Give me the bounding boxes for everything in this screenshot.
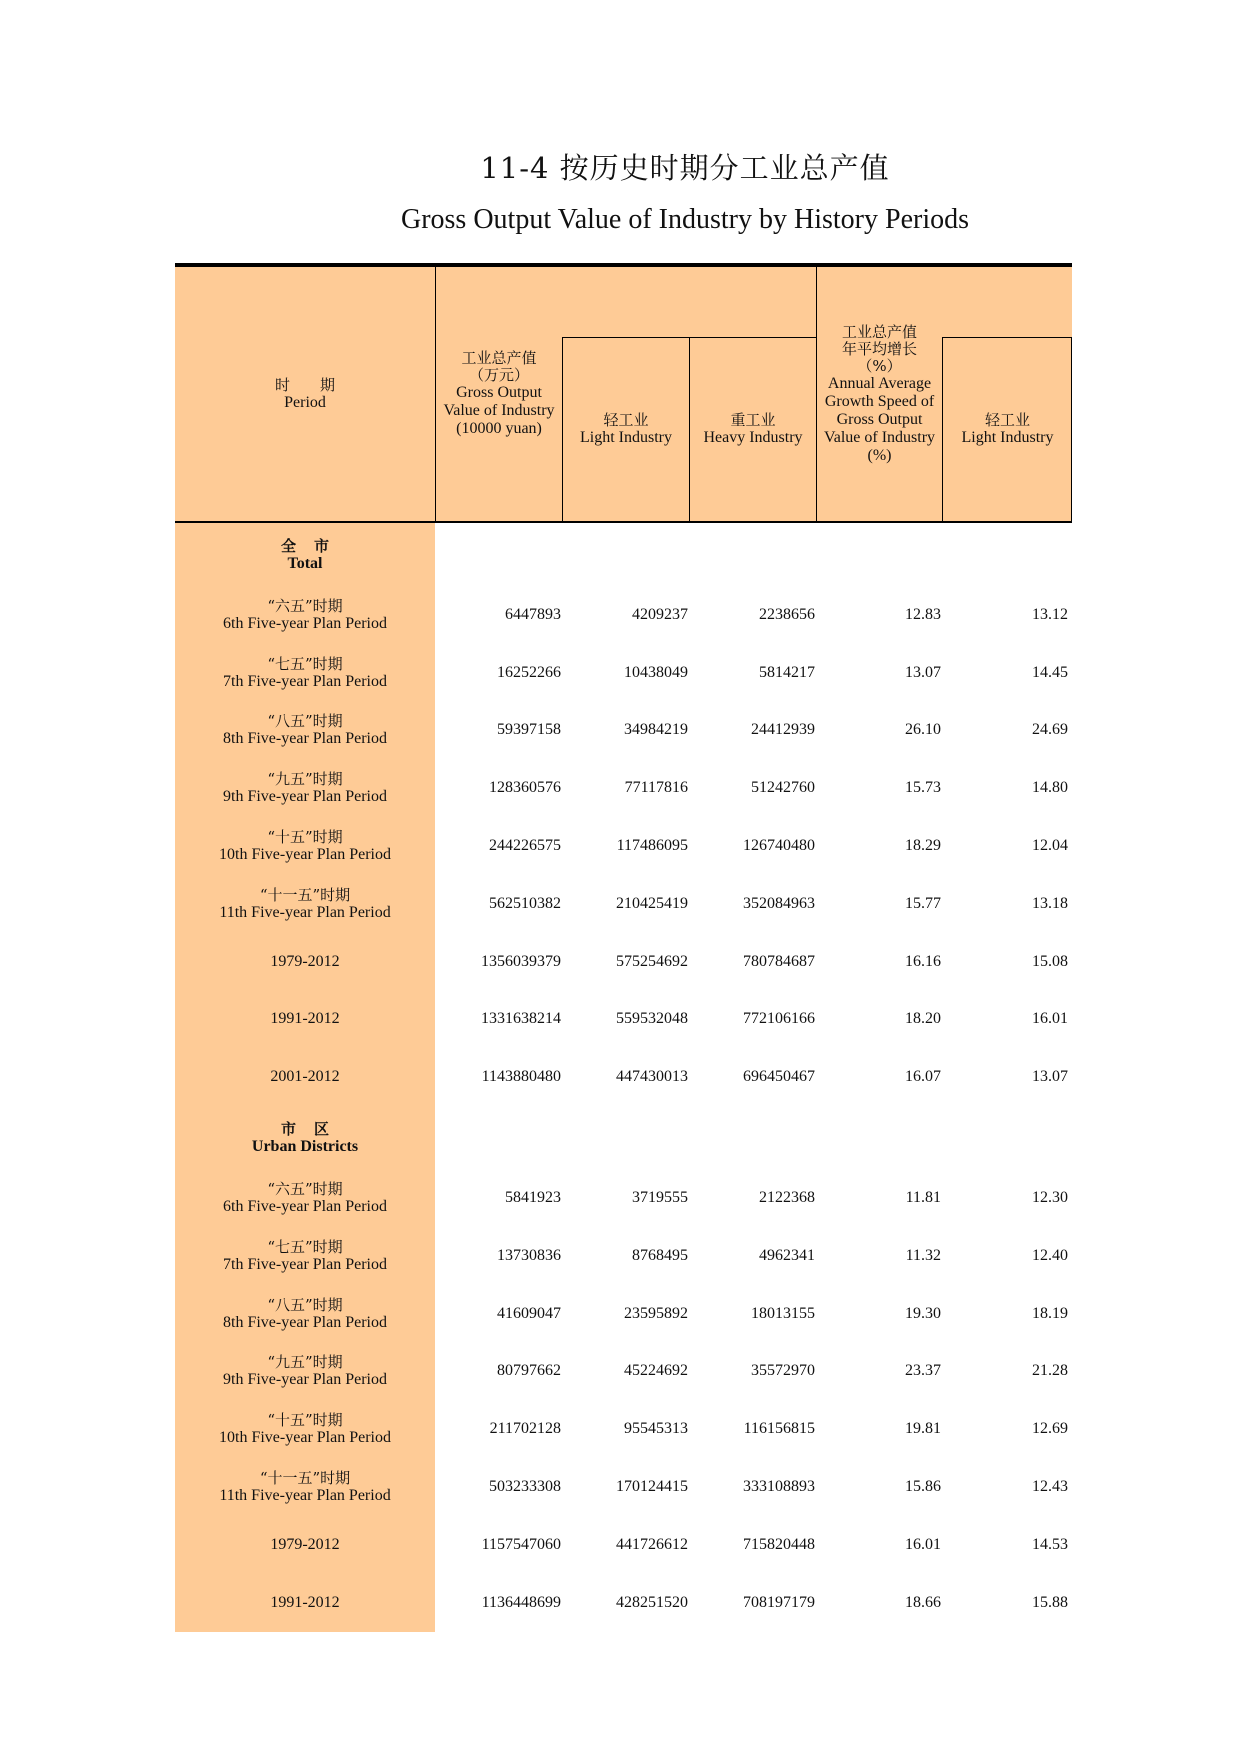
table-row xyxy=(175,933,1072,991)
table-row xyxy=(175,1169,1072,1227)
table-body xyxy=(175,523,1072,1632)
cell-v5: 13.07 xyxy=(1032,1068,1068,1086)
cell-v2: 559532048 xyxy=(616,1010,688,1028)
table-row xyxy=(175,1227,1072,1285)
header-light-industry xyxy=(563,337,689,521)
cell-v1: 16252266 xyxy=(497,663,561,681)
cell-v3: 780784687 xyxy=(743,952,815,970)
cell-v5: 12.04 xyxy=(1032,837,1068,855)
header-growth-en4: Value of Industry xyxy=(823,428,936,446)
cell-v1: 562510382 xyxy=(489,894,561,912)
row-label-cn: “七五”时期 xyxy=(267,1237,343,1256)
row-label-en: 1991-2012 xyxy=(270,1593,340,1611)
row-label-cn: “七五”时期 xyxy=(267,654,343,673)
cell-v4: 11.81 xyxy=(905,1189,941,1207)
cell-v2: 210425419 xyxy=(616,894,688,912)
header-growth-cn1: 工业总产值 xyxy=(841,322,917,341)
cell-v2: 45224692 xyxy=(624,1362,688,1380)
cell-v4: 18.20 xyxy=(905,1010,941,1028)
cell-v1: 1356039379 xyxy=(481,952,561,970)
title-english: Gross Output Value of Industry by History Periods xyxy=(400,204,969,235)
cell-v4: 19.81 xyxy=(905,1420,941,1438)
cell-v4: 16.07 xyxy=(905,1068,941,1086)
header-gov-cn2: （万元） xyxy=(468,366,529,384)
header-light-industry-growth xyxy=(943,337,1072,521)
section-label xyxy=(175,1106,435,1169)
cell-v2: 170124415 xyxy=(616,1478,688,1496)
row-label-cn: “十一五”时期 xyxy=(259,885,351,904)
cell-v3: 2238656 xyxy=(759,605,815,623)
cell-v3: 352084963 xyxy=(743,894,815,912)
cell-v1: 80797662 xyxy=(497,1362,561,1380)
cell-v3: 772106166 xyxy=(743,1010,815,1028)
header-growth-cn2: 年平均增长 xyxy=(841,339,917,358)
cell-v3: 333108893 xyxy=(743,1478,815,1496)
cell-v2: 34984219 xyxy=(624,721,688,739)
cell-v1: 1136448699 xyxy=(481,1593,561,1611)
row-label-cn: “十五”时期 xyxy=(267,1411,343,1430)
cell-v3: 51242760 xyxy=(751,779,815,797)
cell-v4: 11.32 xyxy=(905,1246,941,1264)
cell-v1: 59397158 xyxy=(497,721,561,739)
cell-v5: 14.80 xyxy=(1032,779,1068,797)
section-total-en: Total xyxy=(287,554,323,572)
cell-v4: 15.73 xyxy=(905,779,941,797)
table-row xyxy=(175,702,1072,760)
cell-v3: 4962341 xyxy=(759,1246,815,1264)
row-label xyxy=(175,875,435,933)
header-gov-en3: (10000 yuan) xyxy=(456,420,542,437)
table-row xyxy=(175,1458,1072,1516)
cell-v5: 18.19 xyxy=(1032,1304,1068,1322)
header-heavy-cn: 重工业 xyxy=(730,410,776,429)
header-heavy-industry xyxy=(690,337,816,521)
cell-v1: 503233308 xyxy=(489,1478,561,1496)
row-label xyxy=(175,933,435,991)
row-label-cn: “十一五”时期 xyxy=(259,1469,351,1488)
row-label xyxy=(175,644,435,702)
cell-v2: 575254692 xyxy=(616,952,688,970)
row-label xyxy=(175,1048,435,1106)
cell-v5: 12.69 xyxy=(1032,1420,1068,1438)
cell-v4: 15.86 xyxy=(905,1478,941,1496)
row-label-cn: “十五”时期 xyxy=(267,828,343,847)
cell-v4: 19.30 xyxy=(905,1304,941,1322)
row-label xyxy=(175,817,435,875)
row-label xyxy=(175,759,435,817)
cell-v3: 116156815 xyxy=(743,1420,815,1438)
cell-v3: 35572970 xyxy=(751,1362,815,1380)
row-label xyxy=(175,1574,435,1632)
row-label-cn: “六五”时期 xyxy=(267,1180,343,1199)
cell-v1: 13730836 xyxy=(497,1246,561,1264)
row-label xyxy=(175,702,435,760)
cell-v3: 708197179 xyxy=(743,1593,815,1611)
header-light2-cn: 轻工业 xyxy=(984,410,1030,429)
row-label-en: 2001-2012 xyxy=(270,1068,340,1086)
row-label-en: 7th Five-year Plan Period xyxy=(223,672,387,690)
table-header xyxy=(175,267,1072,523)
header-light2-en: Light Industry xyxy=(961,428,1054,446)
row-label-cn: “九五”时期 xyxy=(267,1353,343,1372)
cell-v2: 8768495 xyxy=(632,1246,688,1264)
table-row xyxy=(175,1343,1072,1401)
row-label-en: 10th Five-year Plan Period xyxy=(219,1429,391,1447)
header-gov-en2: Value of Industry xyxy=(443,402,555,419)
header-period-en: Period xyxy=(284,393,326,411)
row-label-en: 9th Five-year Plan Period xyxy=(223,788,387,806)
header-divider xyxy=(816,267,817,521)
cell-v2: 3719555 xyxy=(632,1189,688,1207)
cell-v3: 18013155 xyxy=(751,1304,815,1322)
cell-v4: 26.10 xyxy=(905,721,941,739)
row-label xyxy=(175,1169,435,1227)
header-gross-output xyxy=(436,267,562,521)
cell-v5: 12.30 xyxy=(1032,1189,1068,1207)
cell-v2: 447430013 xyxy=(616,1068,688,1086)
row-label-cn: “八五”时期 xyxy=(267,712,343,731)
cell-v2: 441726612 xyxy=(616,1535,688,1553)
cell-v4: 15.77 xyxy=(905,894,941,912)
cell-v3: 715820448 xyxy=(743,1535,815,1553)
cell-v1: 41609047 xyxy=(497,1304,561,1322)
row-label-en: 8th Five-year Plan Period xyxy=(223,1313,387,1331)
row-label-en: 7th Five-year Plan Period xyxy=(223,1255,387,1273)
cell-v1: 6447893 xyxy=(505,605,561,623)
row-label-cn: “六五”时期 xyxy=(267,596,343,615)
cell-v5: 21.28 xyxy=(1032,1362,1068,1380)
header-light-cn: 轻工业 xyxy=(603,410,649,429)
section-urban xyxy=(175,1106,1072,1169)
table-row xyxy=(175,586,1072,644)
cell-v1: 1157547060 xyxy=(481,1535,561,1553)
cell-v4: 23.37 xyxy=(905,1362,941,1380)
row-label xyxy=(175,1285,435,1343)
cell-v3: 2122368 xyxy=(759,1189,815,1207)
row-label xyxy=(175,1458,435,1516)
cell-v2: 95545313 xyxy=(624,1420,688,1438)
cell-v2: 10438049 xyxy=(624,663,688,681)
section-urban-en: Urban Districts xyxy=(251,1137,359,1155)
table-row xyxy=(175,1574,1072,1632)
row-label-en: 10th Five-year Plan Period xyxy=(219,846,391,864)
row-label-en: 6th Five-year Plan Period xyxy=(223,1198,387,1216)
cell-v4: 18.66 xyxy=(905,1593,941,1611)
header-period xyxy=(175,267,435,521)
cell-v2: 4209237 xyxy=(632,605,688,623)
cell-v3: 126740480 xyxy=(743,837,815,855)
row-label xyxy=(175,991,435,1049)
table-row xyxy=(175,644,1072,702)
cell-v4: 13.07 xyxy=(905,663,941,681)
header-divider xyxy=(1071,337,1072,521)
row-label-cn: “八五”时期 xyxy=(267,1295,343,1314)
header-growth-en5: (%) xyxy=(867,446,892,464)
row-label-en: 1991-2012 xyxy=(270,1010,340,1028)
cell-v1: 211702128 xyxy=(489,1420,561,1438)
cell-v4: 18.29 xyxy=(905,837,941,855)
cell-v4: 16.16 xyxy=(905,952,941,970)
header-gov-cn1: 工业总产值 xyxy=(461,349,537,367)
row-label xyxy=(175,586,435,644)
header-divider xyxy=(689,337,690,521)
table-row xyxy=(175,1285,1072,1343)
cell-v5: 24.69 xyxy=(1032,721,1068,739)
cell-v5: 15.08 xyxy=(1032,952,1068,970)
cell-v1: 244226575 xyxy=(489,837,561,855)
cell-v3: 696450467 xyxy=(743,1068,815,1086)
row-label xyxy=(175,1400,435,1458)
title-chinese: 11-4 按历史时期分工业总产值 xyxy=(480,151,890,185)
cell-v1: 5841923 xyxy=(505,1189,561,1207)
cell-v5: 13.12 xyxy=(1032,605,1068,623)
header-gov-en1: Gross Output xyxy=(456,384,542,401)
header-subrule xyxy=(942,337,1072,338)
cell-v5: 14.45 xyxy=(1032,663,1068,681)
cell-v4: 12.83 xyxy=(905,605,941,623)
cell-v5: 13.18 xyxy=(1032,894,1068,912)
cell-v5: 12.40 xyxy=(1032,1246,1068,1264)
row-label-en: 1979-2012 xyxy=(270,952,340,970)
header-growth-cn3: （%） xyxy=(857,356,902,375)
row-label-en: 1979-2012 xyxy=(270,1535,340,1553)
row-label-en: 11th Five-year Plan Period xyxy=(219,1487,391,1505)
section-label xyxy=(175,523,435,586)
header-growth-en3: Gross Output xyxy=(836,410,923,428)
row-label xyxy=(175,1227,435,1285)
cell-v1: 1143880480 xyxy=(481,1068,561,1086)
row-label-en: 9th Five-year Plan Period xyxy=(223,1371,387,1389)
cell-v5: 12.43 xyxy=(1032,1478,1068,1496)
cell-v1: 1331638214 xyxy=(481,1010,561,1028)
header-divider xyxy=(435,267,436,521)
header-light-en: Light Industry xyxy=(580,428,672,446)
row-label-en: 6th Five-year Plan Period xyxy=(223,614,387,632)
section-total-cn: 全市 xyxy=(280,536,347,555)
row-label xyxy=(175,1516,435,1574)
header-divider xyxy=(562,337,563,521)
cell-v4: 16.01 xyxy=(905,1535,941,1553)
header-period-cn: 时 期 xyxy=(274,375,335,394)
row-label xyxy=(175,1343,435,1401)
row-label-en: 8th Five-year Plan Period xyxy=(223,730,387,748)
table-row xyxy=(175,875,1072,933)
section-urban-cn: 市区 xyxy=(280,1119,347,1138)
cell-v3: 5814217 xyxy=(759,663,815,681)
cell-v1: 128360576 xyxy=(489,779,561,797)
cell-v2: 77117816 xyxy=(624,779,688,797)
table-row xyxy=(175,1516,1072,1574)
table-row xyxy=(175,1048,1072,1106)
section-total xyxy=(175,523,1072,586)
row-label-cn: “九五”时期 xyxy=(267,770,343,789)
row-label-en: 11th Five-year Plan Period xyxy=(219,903,391,921)
cell-v5: 14.53 xyxy=(1032,1535,1068,1553)
table-row xyxy=(175,817,1072,875)
table-row xyxy=(175,1400,1072,1458)
cell-v5: 15.88 xyxy=(1032,1593,1068,1611)
header-subrule xyxy=(562,337,816,338)
header-growth-en2: Growth Speed of xyxy=(824,392,935,410)
header-divider xyxy=(942,337,943,521)
header-heavy-en: Heavy Industry xyxy=(703,428,803,446)
cell-v2: 117486095 xyxy=(616,837,688,855)
cell-v3: 24412939 xyxy=(751,721,815,739)
cell-v5: 16.01 xyxy=(1032,1010,1068,1028)
table-row xyxy=(175,991,1072,1049)
cell-v2: 23595892 xyxy=(624,1304,688,1322)
data-table xyxy=(175,263,1072,1611)
cell-v2: 428251520 xyxy=(616,1593,688,1611)
table-row xyxy=(175,759,1072,817)
header-growth xyxy=(817,267,942,521)
header-growth-en1: Annual Average xyxy=(827,374,932,392)
